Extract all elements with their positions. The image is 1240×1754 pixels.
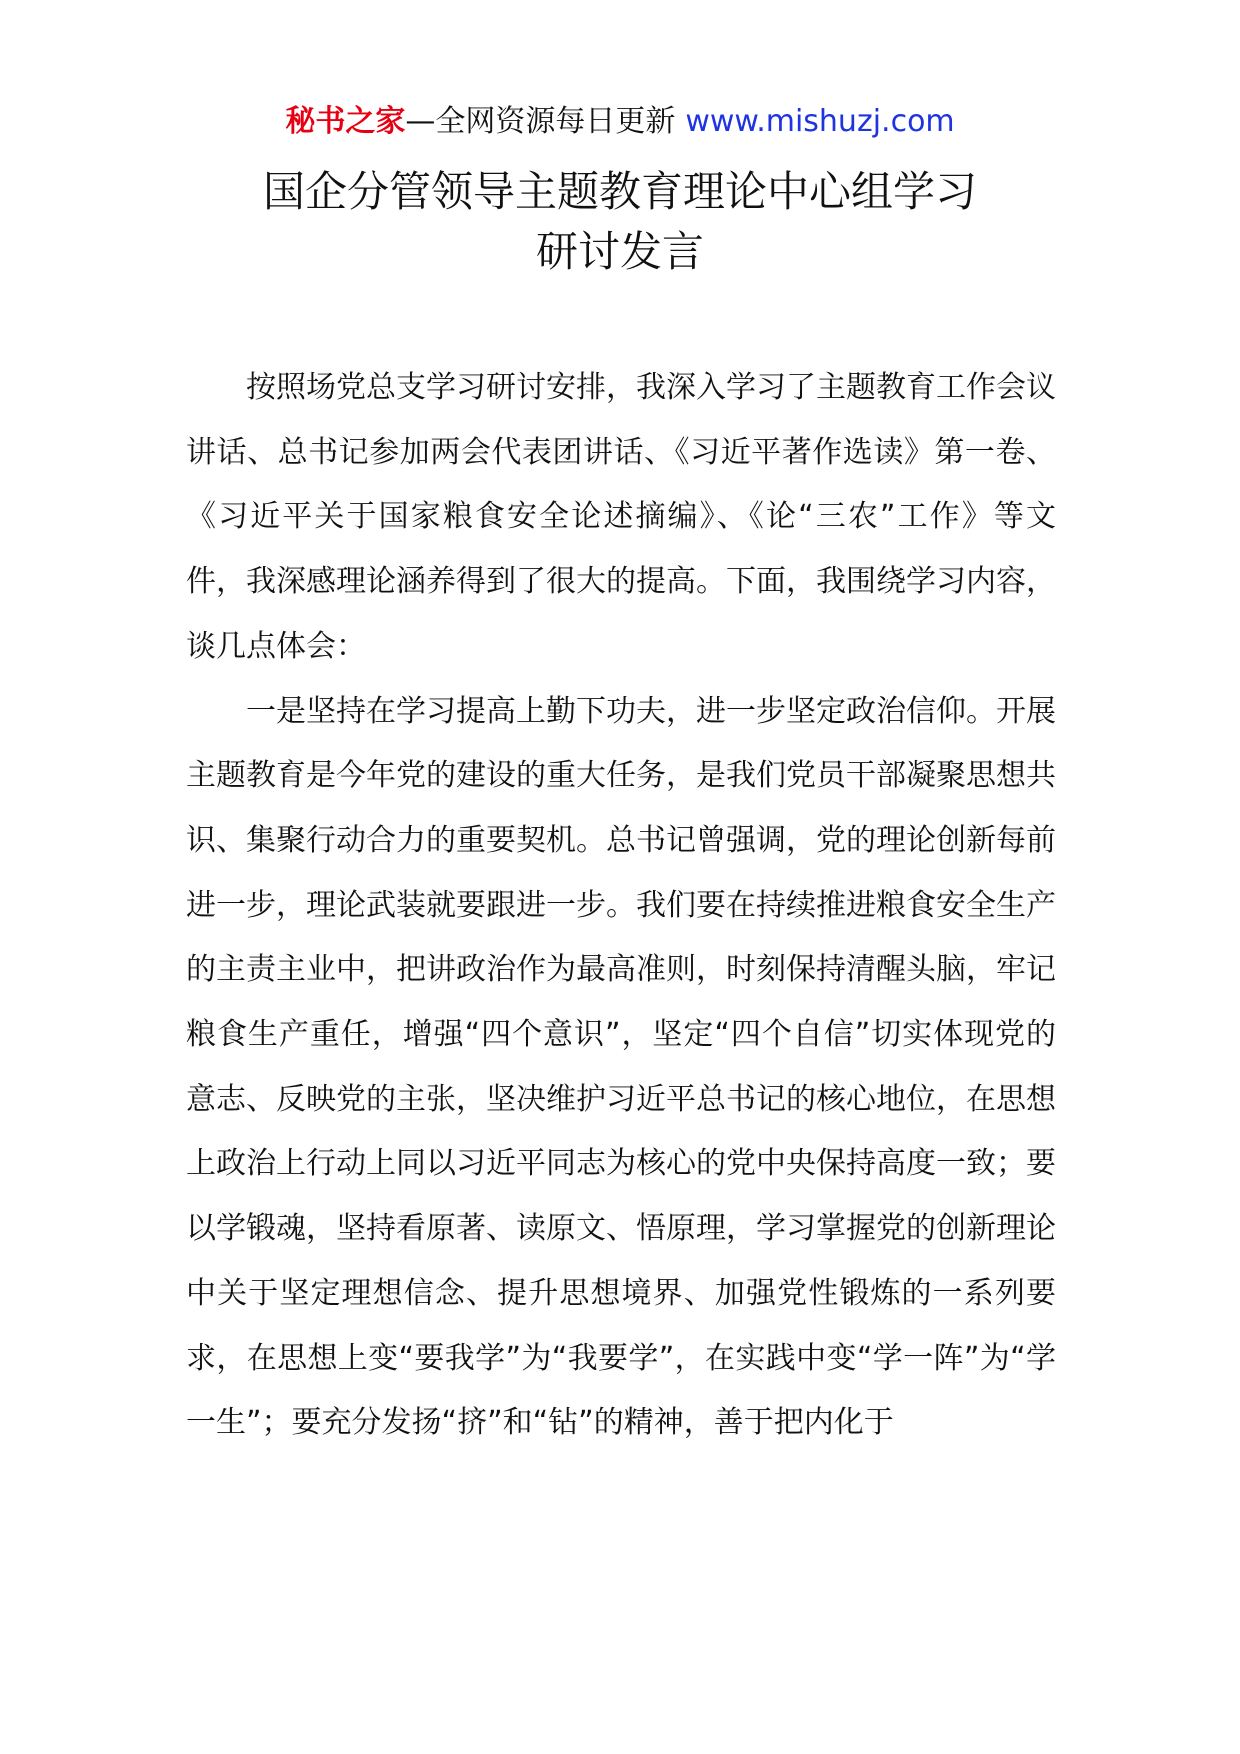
title-line-1: 国企分管领导主题教育理论中心组学习: [262, 167, 977, 216]
site-header: [0, 100, 1240, 144]
site-url-link[interactable]: www.mishuzj.com: [685, 104, 955, 139]
site-brand: 秘书之家: [285, 104, 406, 139]
title-line-2: 研讨发言: [535, 227, 704, 276]
document-title: [0, 162, 1240, 282]
paragraph-intro: 按照场党总支学习研讨安排，我深入学习了主题教育工作会议讲话、总书记参加两会代表团讲话、《习近平著作选读》第一卷、《习近平关于国家粮食安全论述摘编》、《论“三农”工作》等文件，我深感理论涵养得到了很大的提高。下面，我围绕学习内容，谈几点体会：: [186, 370, 1056, 664]
site-tagline: —全网资源每日更新: [405, 104, 676, 139]
document-body: [186, 356, 1056, 1456]
paragraph-point-one: 一是坚持在学习提高上勤下功夫，进一步坚定政治信仰。开展主题教育是今年党的建设的重大任务，是我们党员干部凝聚思想共识、集聚行动合力的重要契机。总书记曾强调，党的理论创新每前进一步，理论武装就要跟进一步。我们要在持续推进粮食安全生产的主责主业中，把讲政治作为最高准则，时刻保持清醒头脑，牢记粮食生产重任，增强“四个意识”，坚定“四个自信”切实体现党的意志、反映党的主张，坚决维护习近平总书记的核心地位，在思想上政治上行动上同以习近平同志为核心的党中央保持高度一致；要以学锻魂，坚持看原著、读原文、悟原理，学习掌握党的创新理论中关于坚定理想信念、提升思想境界、加强党性锻炼的一系列要求，在思想上变“要我学”为“我要学”，在实践中变“学一阵”为“学一生”；要充分发扬“挤”和“钻”的精神，善于把内化于: [186, 693, 1056, 1441]
